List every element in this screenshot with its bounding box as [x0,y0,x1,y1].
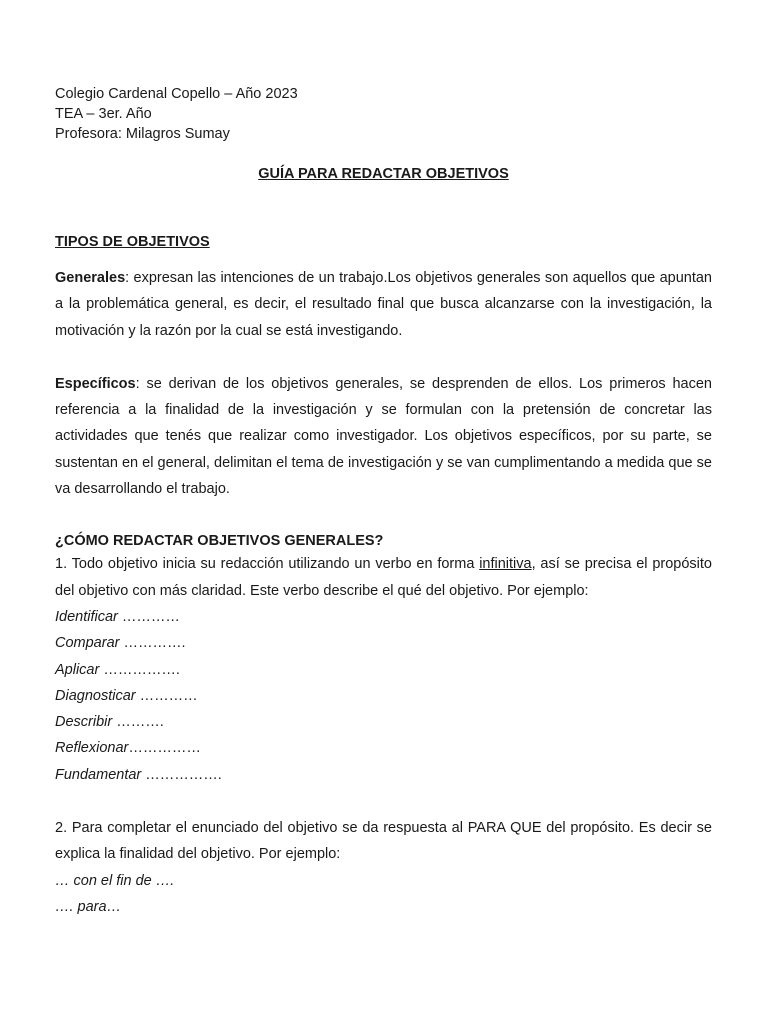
verb-example-dots: …………… [128,740,201,757]
instruction-item-1 [55,551,712,604]
item1-text-after: , así se precisa el propósito del objetivo con más claridad. Este verbo describe el qué del objetivo. Por ejemplo: [55,556,712,599]
verb-example-dots: ………… [117,608,180,625]
verb-example-verb: Diagnosticar [55,687,136,704]
verb-example-dots: ……………. [141,766,222,783]
section-heading-tipos: TIPOS DE OBJETIVOS [55,234,210,250]
verb-example [55,604,712,630]
verb-example-dots: …………. [119,635,186,652]
paragraph-generales [55,265,712,344]
definition-generales: : expresan las intenciones de un trabajo.Los objetivos generales son aquellos que apuntan a la problemática general, es decir, el resultado final que busca alcanzarse con la investigación, la motivación y la razón por la cual se está investigando. [55,270,712,339]
verb-example-verb: Reflexionar [55,740,129,757]
definition-especificos: : se derivan de los objetivos generales, se desprenden de ellos. Los primeros hacen referencia a la finalidad de la investigación y se formulan con la pretensión de concretar las actividades que tenés que realizar como investigador. Los objetivos específicos, por su parte, se sustentan en el general, delimitan el tema de investigación y se van cumplimentando a medida que se va desarrollando el trabajo. [55,375,712,498]
purpose-example: …. para… [55,898,122,915]
item1-underlined-word: infinitiva [479,556,532,573]
verb-example [55,709,712,735]
verb-example-verb: Comparar [55,635,120,652]
verb-example-dots: ……………. [99,661,180,678]
section-heading-como: ¿CÓMO REDACTAR OBJETIVOS GENERALES? [55,533,384,550]
verb-example [55,762,712,788]
verb-example-verb: Fundamentar [55,766,142,783]
verb-example-verb: Aplicar [55,661,100,678]
term-especificos: Específicos [55,375,136,392]
verb-example-verb: Identificar [55,608,118,625]
document-content [55,84,712,920]
verb-example [55,657,712,683]
teacher-name: Profesora: Milagros Sumay [55,126,230,142]
item1-text-before: 1. Todo objetivo inicia su redacción utilizando un verbo en forma [55,556,480,573]
verb-example [55,735,712,761]
document-title: GUÍA PARA REDACTAR OBJETIVOS [258,166,509,182]
purpose-example-list [55,868,712,921]
school-name: Colegio Cardenal Copello – Año 2023 [55,86,298,102]
verb-example [55,630,712,656]
paragraph-especificos [55,371,712,502]
verb-example-verb: Describir [55,714,113,731]
instruction-item-2: 2. Para completar el enunciado del objetivo se da respuesta al PARA QUE del propósito. Es decir se explica la finalidad del objetivo. Por ejemplo: [55,820,712,863]
verb-example-list [55,604,712,788]
verb-example-dots: ………. [112,714,164,731]
verb-example [55,683,712,709]
term-generales: Generales [55,270,126,286]
verb-example-dots: ………… [135,687,198,704]
purpose-example: … con el fin de …. [55,872,175,889]
course-name: TEA – 3er. Año [55,106,152,122]
